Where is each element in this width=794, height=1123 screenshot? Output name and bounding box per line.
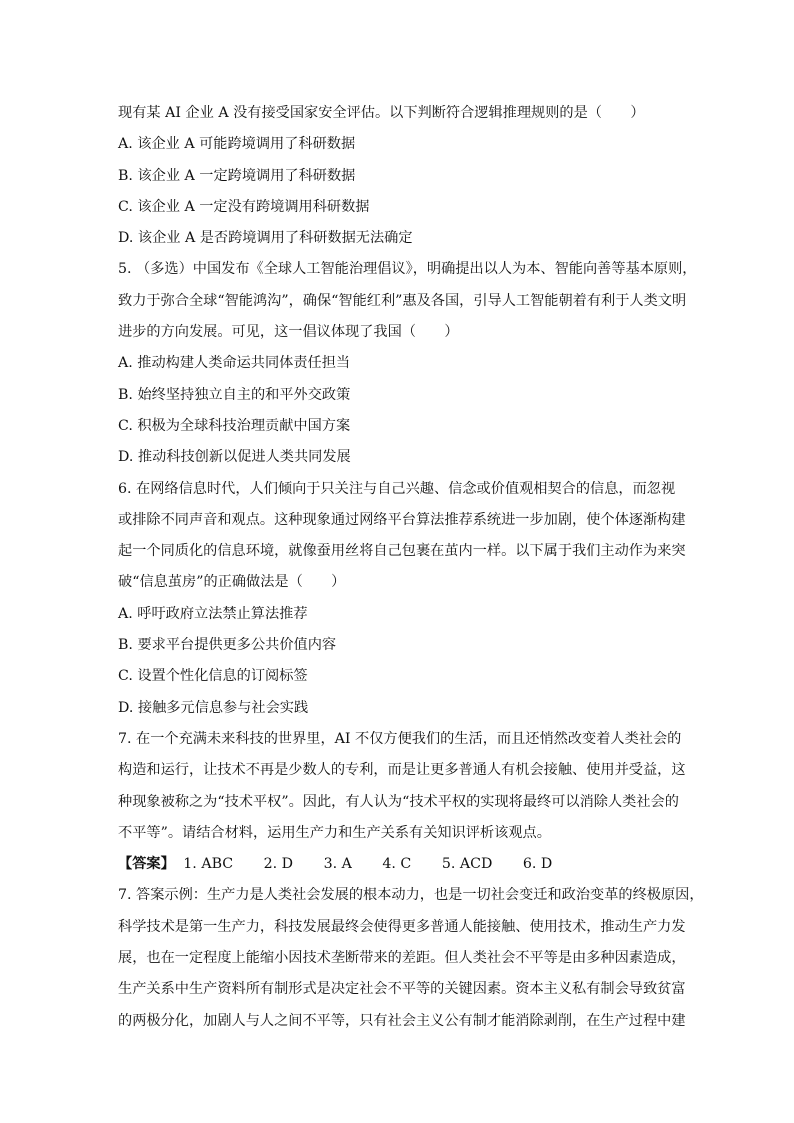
q5-option-a: A. 推动构建人类命运共同体责任担当 xyxy=(118,355,351,372)
q4-stem-line: 现有某 AI 企业 A 没有接受国家安全评估。以下判断符合逻辑推理规则的是（ ） xyxy=(118,105,645,121)
q7-stem-line: 种现象被称之为“技术平权”。因此，有人认为“技术平权的实现将最终可以消除人类社会的 xyxy=(118,793,679,810)
answer-item: 1. ABC xyxy=(183,856,234,873)
q6-stem-line: 或排除不同声音和观点。这种现象通过网络平台算法推荐系统进一步加剧，使个体逐渐构建 xyxy=(118,511,686,528)
explanation-line: 生产关系中生产资料所有制形式是决定社会不平等的关键因素。资本主义私有制会导致贫富 xyxy=(118,981,686,998)
q6-stem-line: 破“信息茧房”的正确做法是（ ） xyxy=(118,574,346,591)
q6-stem-line: 起一个同质化的信息环境，就像蚕用丝将自己包裹在茧内一样。以下属于我们主动作为来突 xyxy=(118,543,686,560)
answer-item: 6. D xyxy=(522,856,553,873)
q6-option-c: C. 设置个性化信息的订阅标签 xyxy=(118,668,308,685)
answer-item: 4. C xyxy=(382,856,412,873)
q5-option-b: B. 始终坚持独立自主的和平外交政策 xyxy=(118,386,351,403)
q5-option-d: D. 推动科技创新以促进人类共同发展 xyxy=(118,449,351,466)
answer-item: 3. A xyxy=(323,856,352,873)
explanation-line: 科学技术是第一生产力，科技发展最终会使得更多普通人能接触、使用技术，推动生产力发 xyxy=(118,918,686,935)
q6-option-a: A. 呼吁政府立法禁止算法推荐 xyxy=(118,605,308,622)
q7-stem-line: 7. 在一个充满未来科技的世界里，AI 不仅方便我们的生活，而且还悄然改变着人类社会的 xyxy=(118,730,682,747)
q5-stem-line: 致力于弥合全球“智能鸿沟”，确保“智能红利”惠及各国，引导人工智能朝着有利于人类文明 xyxy=(118,292,687,309)
explanation-line: 7. 答案示例：生产力是人类社会发展的根本动力，也是一切社会变迁和政治变革的终极原因， xyxy=(118,887,704,904)
answer-item: 2. D xyxy=(263,856,294,873)
q6-stem-line: 6. 在网络信息时代，人们倾向于只关注与自己兴趣、信念或价值观相契合的信息，而忽视 xyxy=(118,480,676,497)
q7-stem-line: 不平等”。请结合材料，运用生产力和生产关系有关知识评析该观点。 xyxy=(118,824,551,841)
q5-stem-line: 5. （多选）中国发布《全球人工智能治理倡议》，明确提出以人为本、智能向善等基本原则， xyxy=(118,261,697,278)
q4-option-c: C. 该企业 A 一定没有跨境调用科研数据 xyxy=(118,198,370,215)
answer-item: 5. ACD xyxy=(441,856,493,873)
q6-option-b: B. 要求平台提供更多公共价值内容 xyxy=(118,637,337,654)
q7-stem-line: 构造和运行，让技术不再是少数人的专利，而是让更多普通人有机会接触、使用并受益，这 xyxy=(118,762,686,779)
q4-option-d: D. 该企业 A 是否跨境调用了科研数据无法确定 xyxy=(118,230,413,247)
q6-option-d: D. 接触多元信息参与社会实践 xyxy=(118,699,309,716)
document-page xyxy=(118,98,704,1037)
q4-option-a: A. 该企业 A 可能跨境调用了科研数据 xyxy=(118,136,356,153)
explanation-line: 的两极分化，加剧人与人之间不平等，只有社会主义公有制才能消除剥削，在生产过程中建 xyxy=(118,1012,686,1029)
q4-option-b: B. 该企业 A 一定跨境调用了科研数据 xyxy=(118,167,356,184)
q5-option-c: C. 积极为全球科技治理贡献中国方案 xyxy=(118,417,351,434)
answer-key-tag: 【答案】 xyxy=(118,856,175,873)
explanation-line: 展，也在一定程度上能缩小因技术垄断带来的差距。但人类社会不平等是由多种因素造成， xyxy=(118,950,686,967)
q5-stem-line: 进步的方向发展。可见，这一倡议体现了我国（ ） xyxy=(118,324,459,341)
answer-key xyxy=(118,849,688,880)
